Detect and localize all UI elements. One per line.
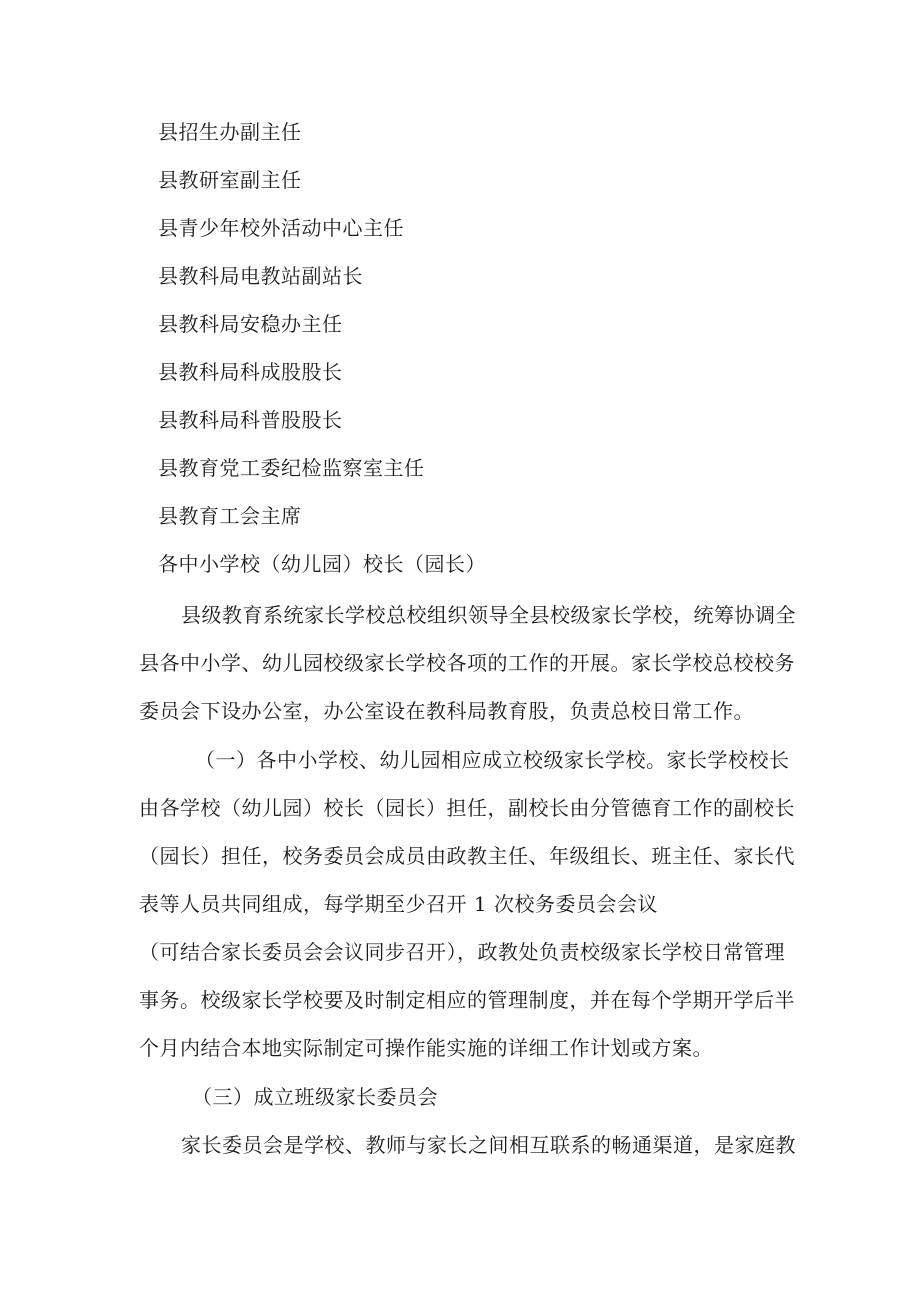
list-item: 县教科局安稳办主任 <box>158 312 343 336</box>
paragraph-line: 县级教育系统家长学校总校组织领导全县校级家长学校，统筹协调全 <box>181 603 796 627</box>
list-item: 县教科局科普股股长 <box>158 408 343 432</box>
paragraph-line: 事务。校级家长学校要及时制定相应的管理制度，并在每个学期开学后半 <box>139 988 795 1012</box>
paragraph-line: 家长委员会是学校、教师与家长之间相互联系的畅通渠道，是家庭教 <box>181 1133 796 1157</box>
paragraph-line: （园长）担任，校务委员会成员由政教主任、年级组长、班主任、家长代 <box>139 844 795 868</box>
list-item: 县教育党工委纪检监察室主任 <box>158 456 425 480</box>
paragraph-line: （可结合家长委员会会议同步召开），政教处负责校级家长学校日常管理 <box>139 940 785 964</box>
list-item: 县教育工会主席 <box>158 504 302 528</box>
list-item: 县青少年校外活动中心主任 <box>158 216 404 240</box>
list-item: 县招生办副主任 <box>158 120 302 144</box>
paragraph-line: （一）各中小学校、幼儿园相应成立校级家长学校。家长学校校长 <box>195 748 790 772</box>
list-item: 县教科局科成股股长 <box>158 360 343 384</box>
paragraph-line: 个月内结合本地实际制定可操作能实施的详细工作计划或方案。 <box>139 1036 713 1060</box>
paragraph-line: 县各中小学、幼儿园校级家长学校各项的工作的开展。家长学校总校校务 <box>139 651 795 675</box>
list-item: 县教科局电教站副站长 <box>158 264 363 288</box>
list-item: 各中小学校（幼儿园）校长（园长） <box>158 552 486 576</box>
paragraph-line: 表等人员共同组成，每学期至少召开 1 次校务委员会会议 <box>139 892 658 916</box>
paragraph-line: 由各学校（幼儿园）校长（园长）担任，副校长由分管德育工作的副校长 <box>139 796 795 820</box>
section-heading: （三）成立班级家长委员会 <box>192 1085 438 1109</box>
paragraph-line: 委员会下设办公室，办公室设在教科局教育股，负责总校日常工作。 <box>139 699 754 723</box>
list-item: 县教研室副主任 <box>158 168 302 192</box>
